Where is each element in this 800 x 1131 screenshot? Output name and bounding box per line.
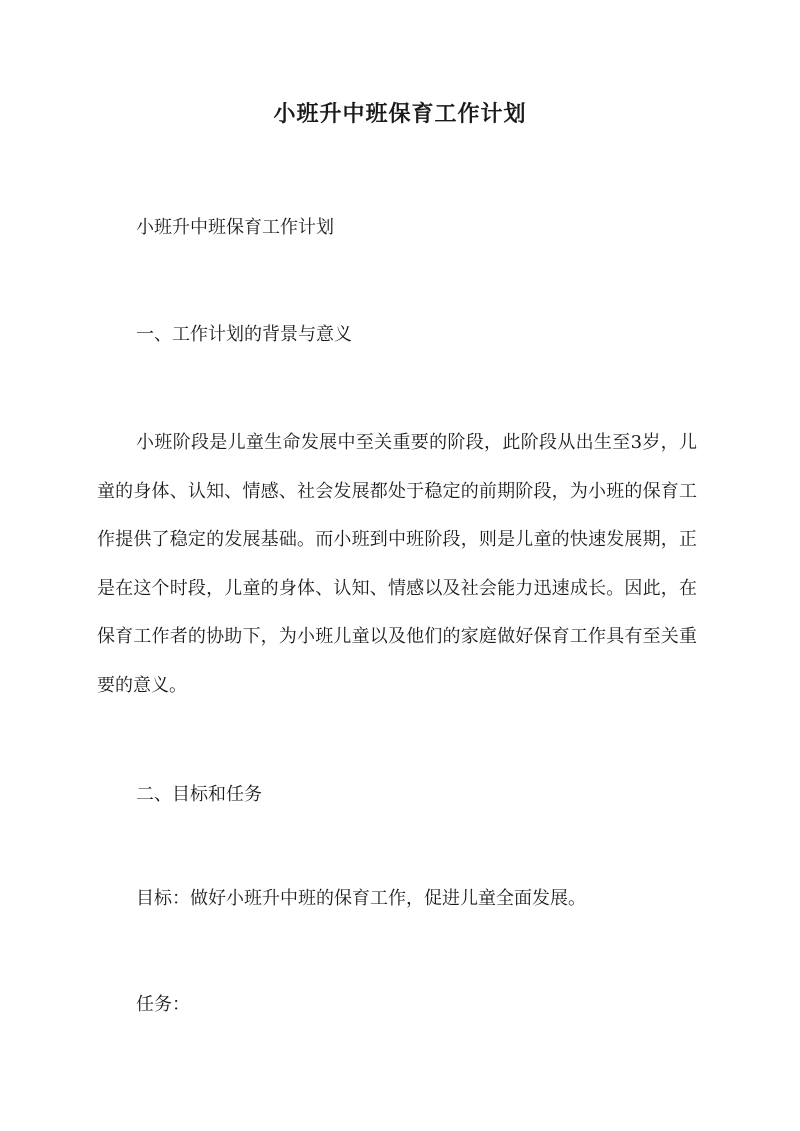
section-heading-goals-tasks: 二、目标和任务 xyxy=(136,784,262,805)
document-title: 小班升中班保育工作计划 xyxy=(273,101,527,127)
section-heading-background: 一、工作计划的背景与意义 xyxy=(136,324,352,345)
document-subtitle: 小班升中班保育工作计划 xyxy=(136,217,334,238)
goal-line: 目标：做好小班升中班的保育工作，促进儿童全面发展。 xyxy=(136,888,586,909)
tasks-label: 任务： xyxy=(136,994,190,1015)
paragraph-background-significance: 小班阶段是儿童生命发展中至关重要的阶段，此阶段从出生至3岁，儿童的身体、认知、情感、社会发展都处于稳定的前期阶段，为小班的保育工作提供了稳定的发展基础。而小班到中班阶段，则是儿童的快速发展期，正是在这个时段，儿童的身体、认知、情感以及社会能力迅速成长。因此，在保育工作者的协助下，为小班儿童以及他们的家庭做好保育工作具有至关重要的意义。 xyxy=(97,432,697,696)
